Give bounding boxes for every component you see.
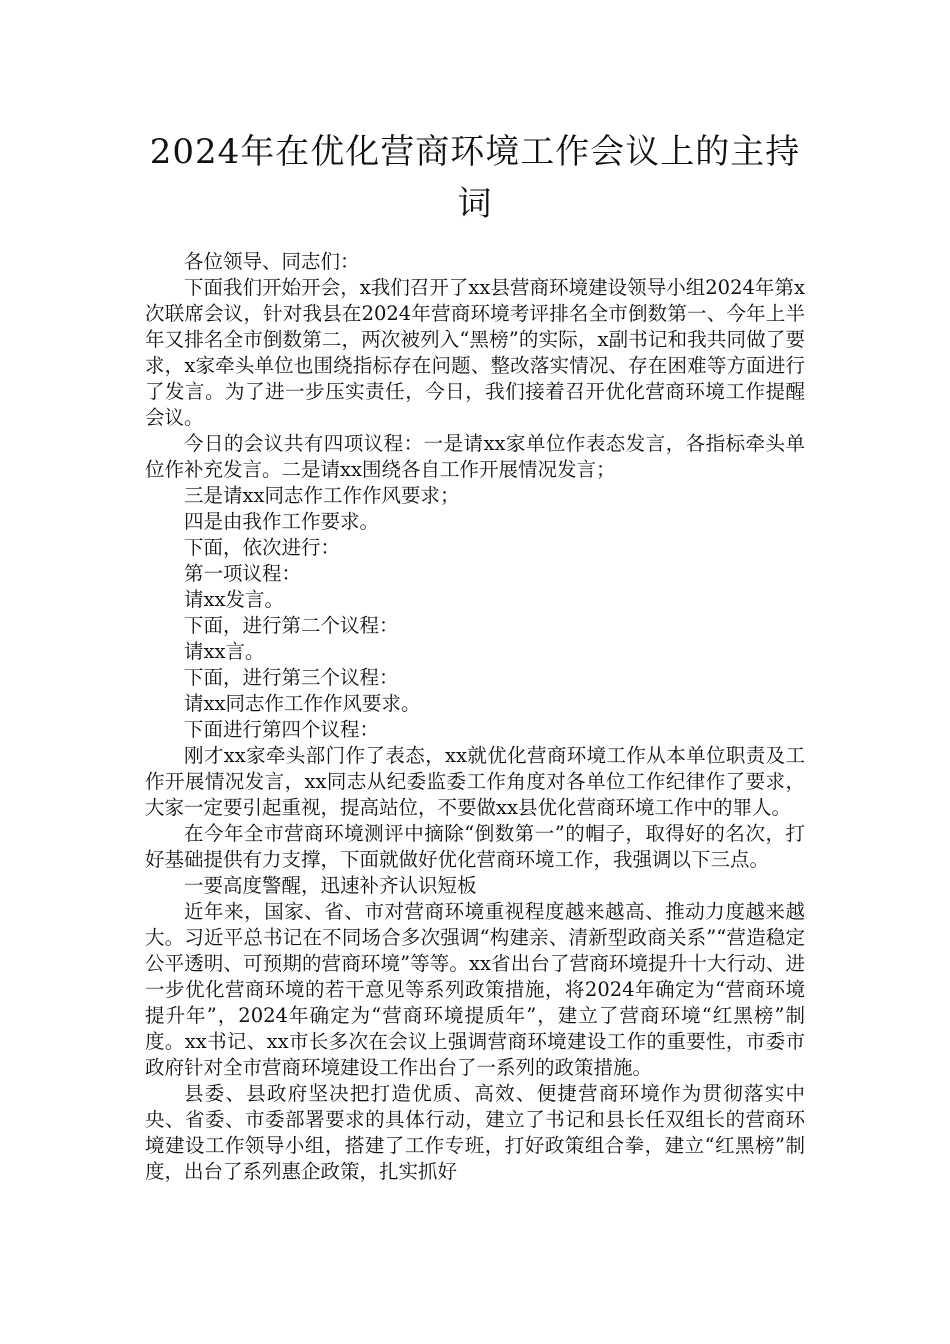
paragraph: 下面进行第四个议程： (184, 718, 380, 741)
paragraph: 请xx发言。 (184, 588, 284, 611)
paragraph: 下面，进行第二个议程： (184, 614, 399, 637)
paragraph: 下面，依次进行： (184, 536, 341, 559)
paragraph: 下面，进行第三个议程： (184, 666, 399, 689)
paragraph: 刚才xx家牵头部门作了表态，xx就优化营商环境工作从本单位职责及工作开展情况发言，xx同志从纪委监委工作角度对各单位工作纪律作了要求，大家一定要引起重视，提高站位，不要做xx县优化营商环境工作中的罪人。 (145, 744, 805, 819)
paragraph: 四是由我作工作要求。 (184, 510, 380, 533)
paragraph: 近年来，国家、省、市对营商环境重视程度越来越高、推动力度越来越大。习近平总书记在不同场合多次强调“构建亲、清新型政商关系”“营造稳定公平透明、可预期的营商环境”等等。xx省出台了营商环境提升十大行动、进一步优化营商环境的若干意见等系列政策措施，将2024年确定为“营商环境提升年”，2024年确定为“营商环境提质年”，建立了营商环境“红黑榜”制度。xx书记、xx市长多次在会议上强调营商环境建设工作的重要性，市委市政府针对全市营商环境建设工作出台了一系列的政策措施。 (145, 900, 805, 1079)
paragraph: 下面我们开始开会，x我们召开了xx县营商环境建设领导小组2024年第x次联席会议，针对我县在2024年营商环境考评排名全市倒数第一、今年上半年又排名全市倒数第二，两次被列入“黑榜”的实际，x副书记和我共同做了要求，x家牵头单位也围绕指标存在问题、整改落实情况、存在困难等方面进行了发言。为了进一步压实责任，今日，我们接着召开优化营商环境工作提醒会议。 (145, 276, 805, 429)
paragraph: 县委、县政府坚决把打造优质、高效、便捷营商环境作为贯彻落实中央、省委、市委部署要求的具体行动，建立了书记和县长任双组长的营商环境建设工作领导小组，搭建了工作专班，打好政策组合拳，建立“红黑榜”制度，出台了系列惠企政策，扎实抓好 (145, 1082, 805, 1183)
paragraph: 在今年全市营商环境测评中摘除“倒数第一”的帽子，取得好的名次，打好基础提供有力支撑，下面就做好优化营商环境工作，我强调以下三点。 (145, 822, 805, 871)
paragraph: 请xx同志作工作作风要求。 (184, 692, 421, 715)
paragraph: 三是请xx同志作工作作风要求； (184, 484, 460, 507)
document-title: 2024年在优化营商环境工作会议上的主持词 (149, 132, 801, 224)
paragraph: 请xx言。 (184, 640, 265, 663)
paragraph: 第一项议程： (184, 562, 302, 585)
section-heading: 一要高度警醒，迅速补齐认识短板 (184, 874, 477, 897)
document-body (145, 249, 805, 1185)
paragraph: 各位领导、同志们： (184, 250, 360, 273)
paragraph: 今日的会议共有四项议程：一是请xx家单位作表态发言，各指标牵头单位作补充发言。二是请xx围绕各自工作开展情况发言； (145, 432, 805, 481)
